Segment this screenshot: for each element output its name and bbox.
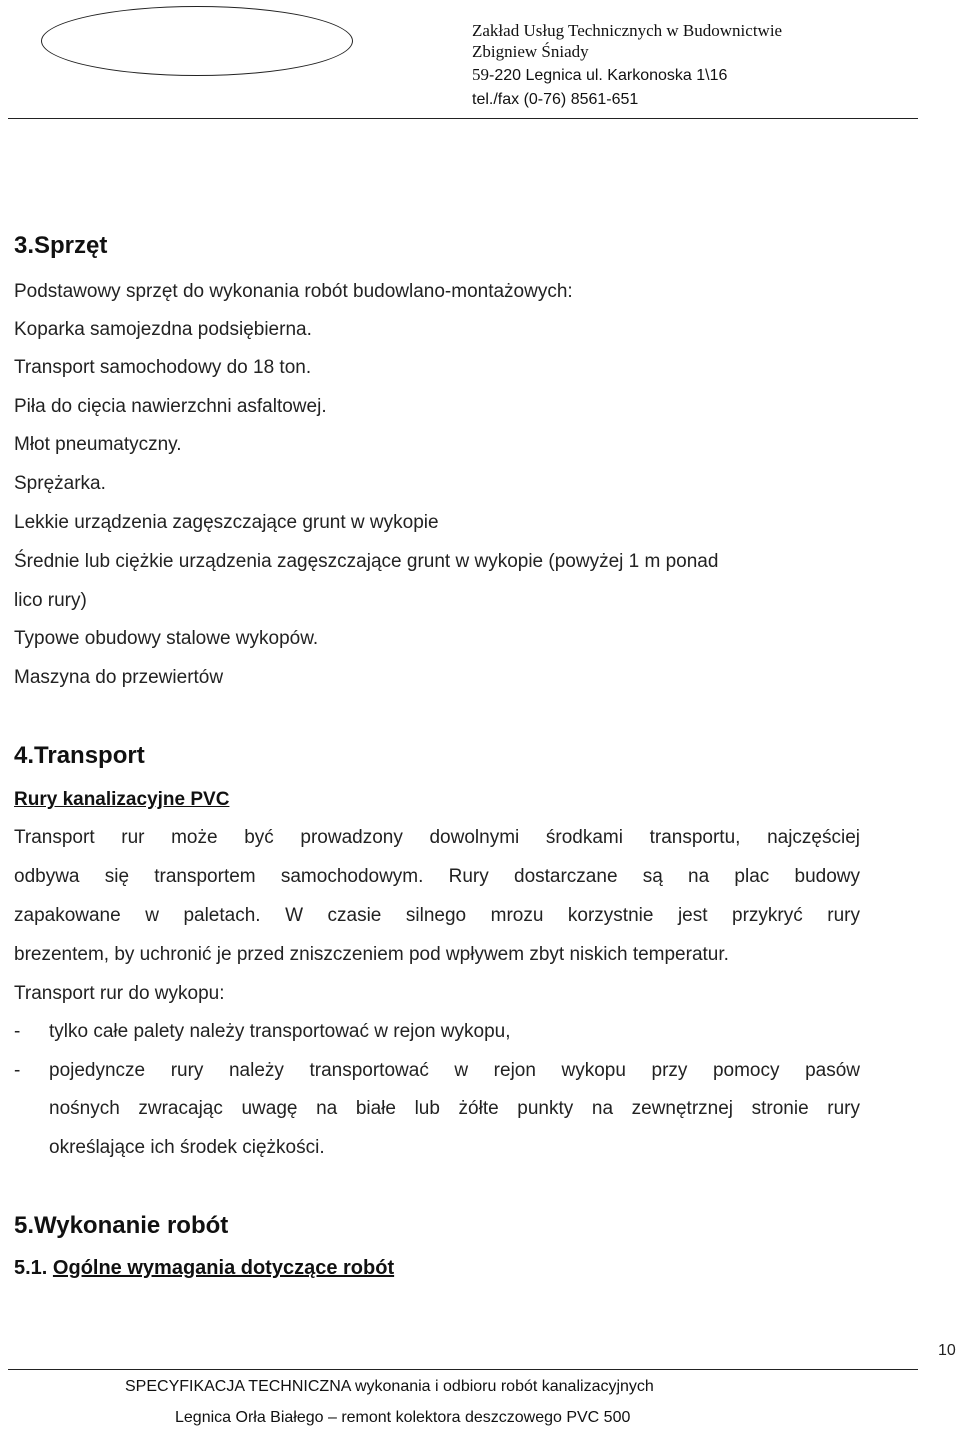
section-5-1-number: 5.1. (14, 1257, 48, 1279)
company-logo-oval (41, 6, 353, 76)
section-4-heading: 4.Transport (14, 742, 145, 769)
bullet-item-2-line: nośnych zwracając uwagę na białe lub żółte punkty na zewnętrznej stronie rury (49, 1098, 860, 1119)
paragraph-line: Transport rur może być prowadzony dowolnymi środkami transportu, najczęściej (14, 827, 860, 848)
equipment-item: Piła do cięcia nawierzchni asfaltowej. (14, 396, 327, 417)
bullet-item-1: tylko całe palety należy transportować w rejon wykopu, (49, 1021, 511, 1042)
footer-project: Legnica Orła Białego – remont kolektora deszczowego PVC 500 (175, 1409, 631, 1426)
equipment-item: Lekkie urządzenia zagęszczające grunt w wykopie (14, 512, 439, 533)
equipment-item: Młot pneumatyczny. (14, 434, 182, 455)
company-name: Zakład Usług Technicznych w Budownictwie (472, 21, 783, 40)
section-3-intro: Podstawowy sprzęt do wykonania robót budowlano-montażowych: (14, 281, 573, 302)
company-address (472, 62, 952, 89)
section-4-subheading: Rury kanalizacyjne PVC (14, 789, 230, 810)
paragraph-line: zapakowane w paletach. W czasie silnego mrozu korzystnie jest przykryć rury (14, 905, 860, 926)
footer-rule (8, 1369, 918, 1370)
list-intro: Transport rur do wykopu: (14, 983, 225, 1004)
bullet-dash: - (14, 1021, 21, 1042)
bullet-item-2-line: pojedyncze rury należy transportować w rejon wykopu przy pomocy pasów (49, 1060, 860, 1081)
equipment-item: Typowe obudowy stalowe wykopów. (14, 628, 319, 649)
company-phone: tel./fax (0-76) 8561-651 (472, 91, 639, 108)
bullet-item-2-line: określające ich środek ciężkości. (49, 1137, 325, 1158)
equipment-item: Średnie lub ciężkie urządzenia zagęszczające grunt w wykopie (powyżej 1 m ponad (14, 551, 719, 572)
section-5-1-heading (14, 1257, 394, 1280)
address-code: 59 (472, 65, 489, 84)
paragraph-line: odbywa się transportem samochodowym. Rury dostarczane są na plac budowy (14, 866, 860, 887)
bullet-dash: - (14, 1060, 21, 1081)
company-owner: Zbigniew Śniady (472, 42, 589, 61)
equipment-item: Transport samochodowy do 18 ton. (14, 357, 312, 378)
page-number: 10 (938, 1342, 956, 1359)
section-5-heading: 5.Wykonanie robót (14, 1212, 229, 1239)
paragraph-line: brezentem, by uchronić je przed zniszczeniem pod wpływem zbyt niskich temperatur. (14, 944, 729, 965)
section-5-1-title: Ogólne wymagania dotyczące robót (52, 1257, 395, 1279)
equipment-item: Koparka samojezdna podsiębierna. (14, 319, 312, 340)
equipment-item: Maszyna do przewiertów (14, 667, 224, 688)
equipment-item: Sprężarka. (14, 473, 106, 494)
footer-spec-title: SPECYFIKACJA TECHNICZNA wykonania i odbioru robót kanalizacyjnych (125, 1378, 654, 1395)
header-rule (8, 118, 918, 119)
address-rest: -220 Legnica ul. Karkonoska 1\16 (489, 67, 728, 84)
section-3-heading: 3.Sprzęt (14, 232, 108, 259)
company-info (472, 20, 952, 111)
equipment-item: lico rury) (14, 590, 87, 611)
